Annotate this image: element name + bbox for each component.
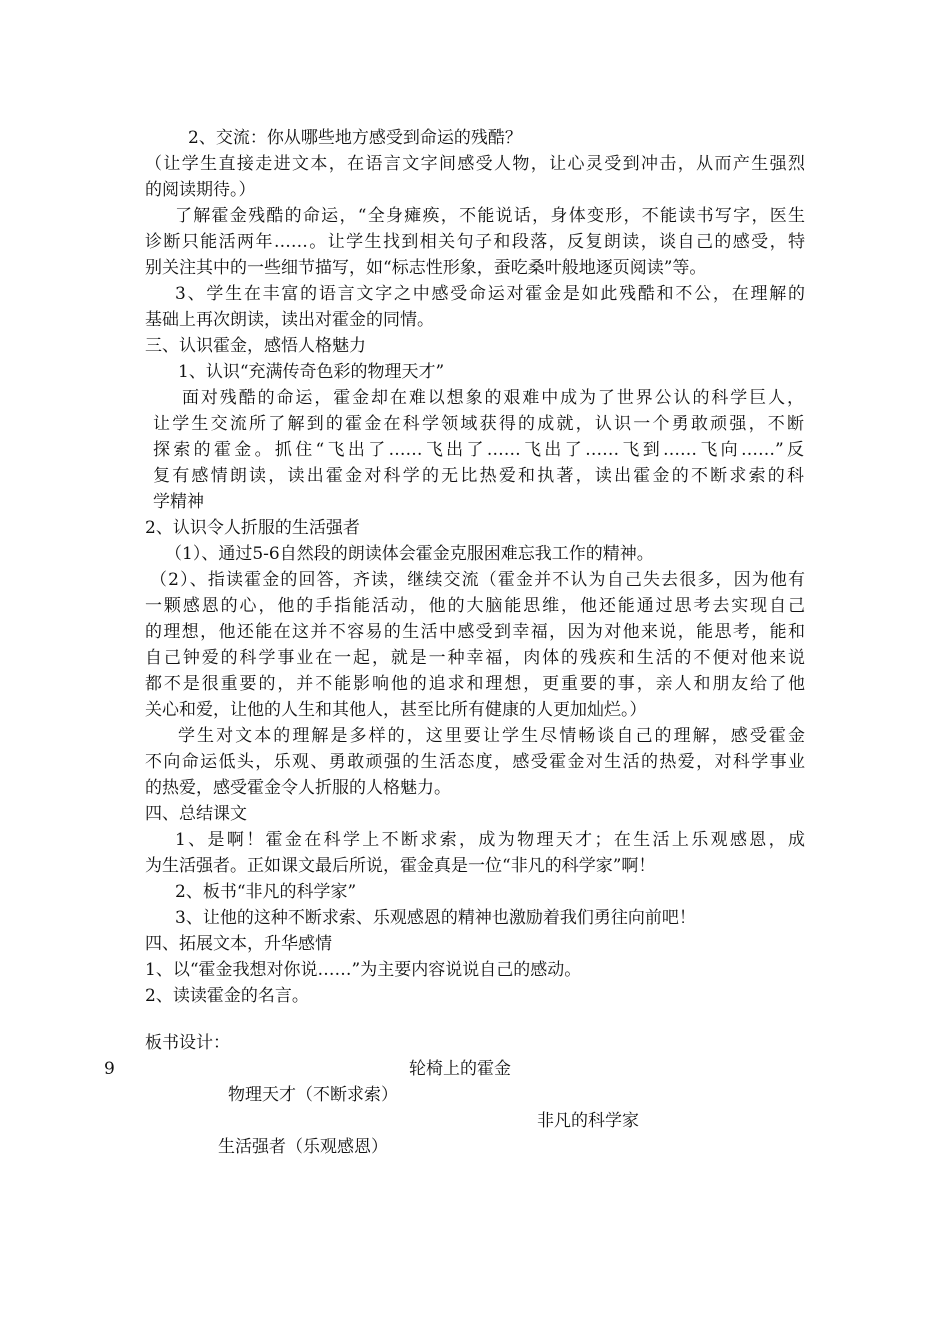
section-heading: 四、拓展文本，升华感情 — [145, 934, 332, 954]
board-item-physics-genius: 物理天才（不断求索） — [228, 1085, 398, 1105]
board-number: 9 — [104, 1059, 115, 1079]
text-line: 让学生交流所了解到的霍金在科学领域获得的成就，认识一个勇敢顽强，不断 — [153, 414, 804, 434]
text-line: 一颗感恩的心，他的手指能活动，他的大脑能思维，他还能通过思考去实现自己 — [145, 596, 805, 616]
text-line: 2、交流：你从哪些地方感受到命运的残酷？ — [188, 128, 522, 148]
text-line: 1、是啊！霍金在科学上不断求索，成为物理天才；在生活上乐观感恩，成 — [175, 830, 805, 850]
text-line: 3、让他的这种不断求索、乐观感恩的精神也激励着我们勇往向前吧！ — [175, 908, 696, 928]
board-title: 轮椅上的霍金 — [409, 1059, 511, 1079]
text-line: （2）、指读霍金的回答，齐读，继续交流（霍金并不认为自己失去很多，因为他有 — [150, 570, 805, 590]
text-line: 基础上再次朗读，读出对霍金的同情。 — [145, 310, 434, 330]
text-line: 自己钟爱的科学事业在一起，就是一种幸福，肉体的残疾和生活的不便对他来说 — [145, 648, 805, 668]
text-line: 了解霍金残酷的命运，“全身瘫痪，不能说话，身体变形，不能读书写字，医生 — [175, 206, 805, 226]
text-line: 为生活强者。正如课文最后所说，霍金真是一位“非凡的科学家”啊！ — [145, 856, 656, 876]
text-line: 学精神 — [153, 492, 204, 512]
text-line: 3、学生在丰富的语言文字之中感受命运对霍金是如此残酷和不公，在理解的 — [175, 284, 805, 304]
text-line: 2、读读霍金的名言。 — [145, 986, 309, 1006]
text-line: 2、认识令人折服的生活强者 — [145, 518, 360, 538]
board-item-life-strong: 生活强者（乐观感恩） — [218, 1137, 388, 1157]
text-line: 不向命运低头，乐观、勇敢顽强的生活态度，感受霍金对生活的热爱，对科学事业 — [145, 752, 805, 772]
text-line: 诊断只能活两年……。让学生找到相关句子和段落，反复朗读，谈自己的感受，特 — [145, 232, 805, 252]
text-line: 面对残酷的命运，霍金却在难以想象的艰难中成为了世界公认的科学巨人， — [182, 388, 804, 408]
text-line: 1、以“霍金我想对你说……”为主要内容说说自己的感动。 — [145, 960, 582, 980]
text-line: 复有感情朗读，读出霍金对科学的无比热爱和执著，读出霍金的不断求索的科 — [153, 466, 804, 486]
text-line: 的阅读期待。） — [145, 180, 256, 200]
board-center-scientist: 非凡的科学家 — [537, 1111, 639, 1131]
section-heading: 三、认识霍金，感悟人格魅力 — [145, 336, 366, 356]
text-line: 别关注其中的一些细节描写，如“标志性形象，蚕吃桑叶般地逐页阅读”等。 — [145, 258, 707, 278]
text-line: 2、板书“非凡的科学家” — [175, 882, 357, 902]
text-line: 1、认识“充满传奇色彩的物理天才” — [178, 362, 445, 382]
text-line: 的理想，他还能在这并不容易的生活中感受到幸福，因为对他来说，能思考，能和 — [145, 622, 805, 642]
text-line: 都不是很重要的，并不能影响他的追求和理想，更重要的事，亲人和朋友给了他 — [145, 674, 805, 694]
text-line: （1）、通过5-6自然段的朗读体会霍金克服困难忘我工作的精神。 — [165, 544, 654, 564]
text-line: 的热爱，感受霍金令人折服的人格魅力。 — [145, 778, 451, 798]
text-line: （让学生直接走进文本，在语言文字间感受人物，让心灵受到冲击，从而产生强烈 — [145, 154, 805, 174]
text-line: 关心和爱，让他的人生和其他人，甚至比所有健康的人更加灿烂。） — [145, 700, 647, 720]
section-heading: 四、总结课文 — [145, 804, 247, 824]
board-design-label: 板书设计： — [145, 1033, 230, 1053]
text-line: 探索的霍金。抓住“飞出了……飞出了……飞出了……飞到……飞向……”反 — [153, 440, 804, 460]
text-line: 学生对文本的理解是多样的，这里要让学生尽情畅谈自己的理解，感受霍金 — [178, 726, 805, 746]
